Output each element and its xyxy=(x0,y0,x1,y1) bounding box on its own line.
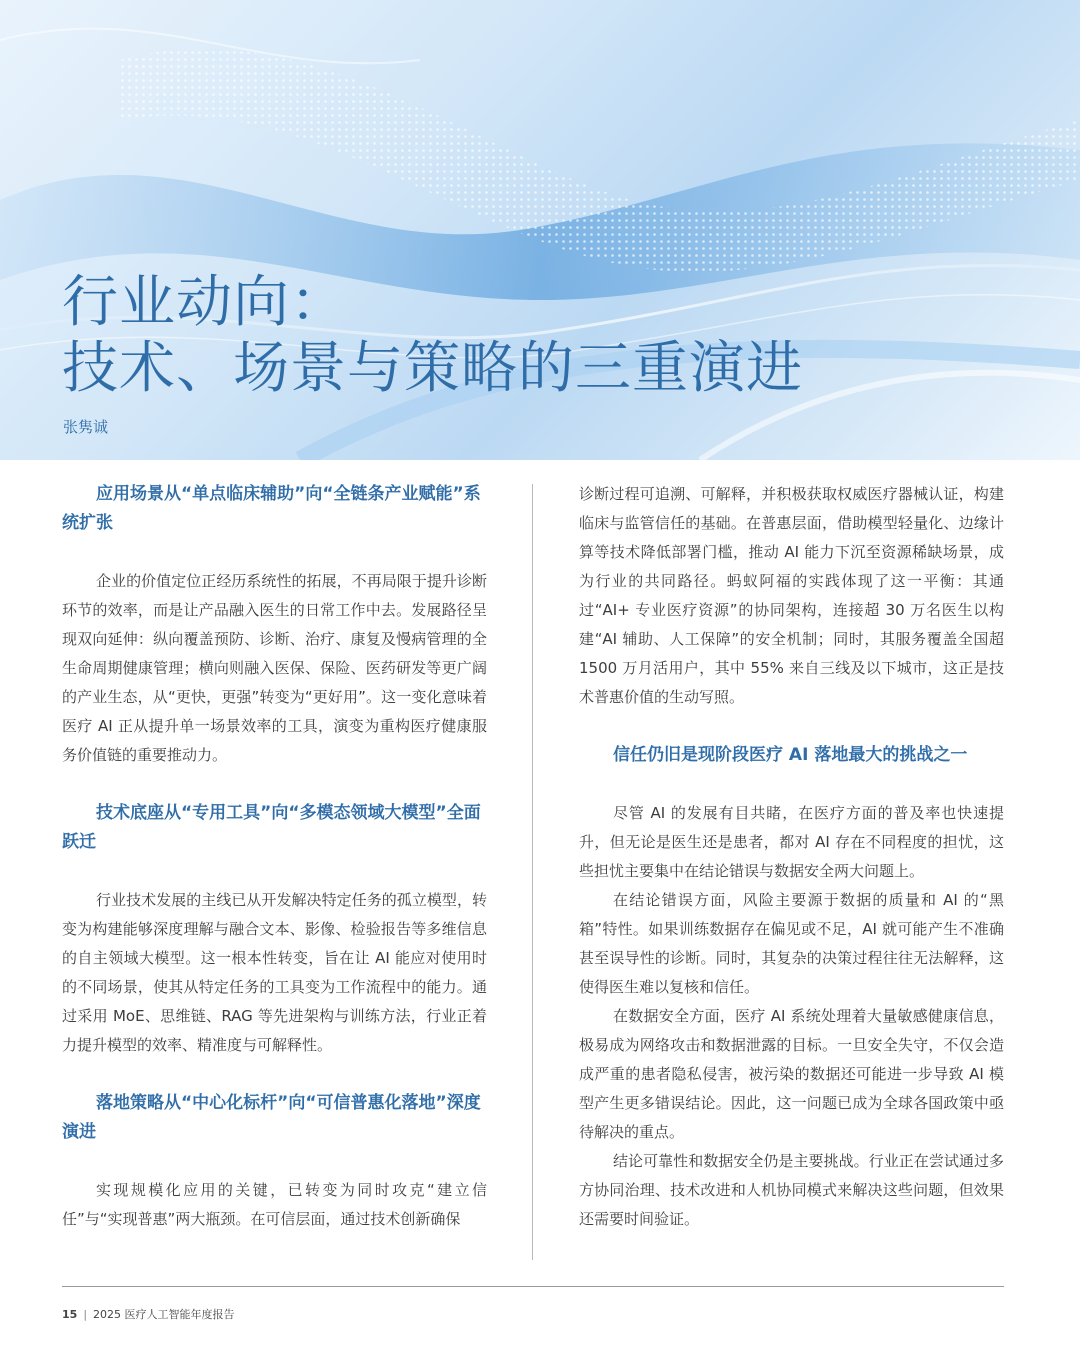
page-footer xyxy=(62,1306,235,1322)
title-line-1: 行业动向： xyxy=(62,270,347,335)
page-title xyxy=(62,270,803,402)
section-heading-technology: 技术底座从“专用工具”向“多模态领域大模型”全面跃迁 xyxy=(62,803,481,852)
right-column xyxy=(579,480,1004,1234)
section-heading-scenarios: 应用场景从“单点临床辅助”向“全链条产业赋能”系统扩张 xyxy=(62,484,481,533)
author-name: 张隽诚 xyxy=(63,418,109,436)
hero-banner xyxy=(0,0,1080,460)
paragraph-trust-2: 在结论错误方面，风险主要源于数据的质量和 AI 的“黑箱”特性。如果训练数据存在偏见或不足，AI 就可能产生不准确甚至误导性的诊断。同时，其复杂的决策过程往往无法解释，这使得医生难以复核和信任。 xyxy=(579,891,1004,996)
footer-separator: | xyxy=(83,1308,88,1321)
title-line-2: 技术、场景与策略的三重演进 xyxy=(62,336,803,401)
section-heading-trust: 信任仍旧是现阶段医疗 AI 落地最大的挑战之一 xyxy=(613,745,968,765)
page-number: 15 xyxy=(62,1308,78,1321)
paragraph-trust-4: 结论可靠性和数据安全仍是主要挑战。行业正在尝试通过多方协同治理、技术改进和人机协同模式来解决这些问题，但效果还需要时间验证。 xyxy=(579,1152,1004,1228)
paragraph-technology: 行业技术发展的主线已从开发解决特定任务的孤立模型，转变为构建能够深度理解与融合文本、影像、检验报告等多维信息的自主领域大模型。这一根本性转变，旨在让 AI 能应对使用时的不同场景，使其从特定任务的工具变为工作流程中的能力。通过采用 MoE、思维链、RAG 等先进架构与训练方法，行业正着力提升模型的效率、精准度与可解释性。 xyxy=(62,891,487,1054)
report-title: 2025 医疗人工智能年度报告 xyxy=(93,1308,235,1321)
section-heading-strategy: 落地策略从“中心化标杆”向“可信普惠化落地”深度演进 xyxy=(62,1093,481,1142)
paragraph-scenarios: 企业的价值定位正经历系统性的拓展，不再局限于提升诊断环节的效率，而是让产品融入医生的日常工作中去。发展路径呈现双向延伸：纵向覆盖预防、诊断、治疗、康复及慢病管理的全生命周期健康管理；横向则融入医保、保险、医药研发等更广阔的产业生态，从“更快，更强”转变为“更好用”。这一变化意味着医疗 AI 正从提升单一场景效率的工具，演变为重构医疗健康服务价值链的重要推动力。 xyxy=(62,572,487,764)
paragraph-strategy-continued: 诊断过程可追溯、可解释，并积极获取权威医疗器械认证，构建临床与监管信任的基础。在普惠层面，借助模型轻量化、边缘计算等技术降低部署门槛，推动 AI 能力下沉至资源稀缺场景，成为行业的共同路径。蚂蚁阿福的实践体现了这一平衡：其通过“AI+ 专业医疗资源”的协同架构，连接超 30 万名医生以构建“AI 辅助、人工保障”的安全机制；同时，其服务覆盖全国超 1500 万月活用户，其中 55% 来自三线及以下城市，这正是技术普惠价值的生动写照。 xyxy=(579,485,1004,706)
left-column xyxy=(62,480,487,1234)
paragraph-strategy: 实现规模化应用的关键，已转变为同时攻克“建立信任”与“实现普惠”两大瓶颈。在可信层面，通过技术创新确保 xyxy=(62,1181,487,1228)
paragraph-trust-3: 在数据安全方面，医疗 AI 系统处理着大量敏感健康信息，极易成为网络攻击和数据泄露的目标。一旦安全失守，不仅会造成严重的患者隐私侵害，被污染的数据还可能进一步导致 AI 模型产生更多错误结论。因此，这一问题已成为全球各国政策中亟待解决的重点。 xyxy=(579,1007,1004,1141)
column-divider xyxy=(532,484,533,1260)
paragraph-trust-1: 尽管 AI 的发展有目共睹，在医疗方面的普及率也快速提升，但无论是医生还是患者，都对 AI 存在不同程度的担忧，这些担忧主要集中在结论错误与数据安全两大问题上。 xyxy=(579,804,1004,880)
footer-rule xyxy=(62,1286,1004,1287)
